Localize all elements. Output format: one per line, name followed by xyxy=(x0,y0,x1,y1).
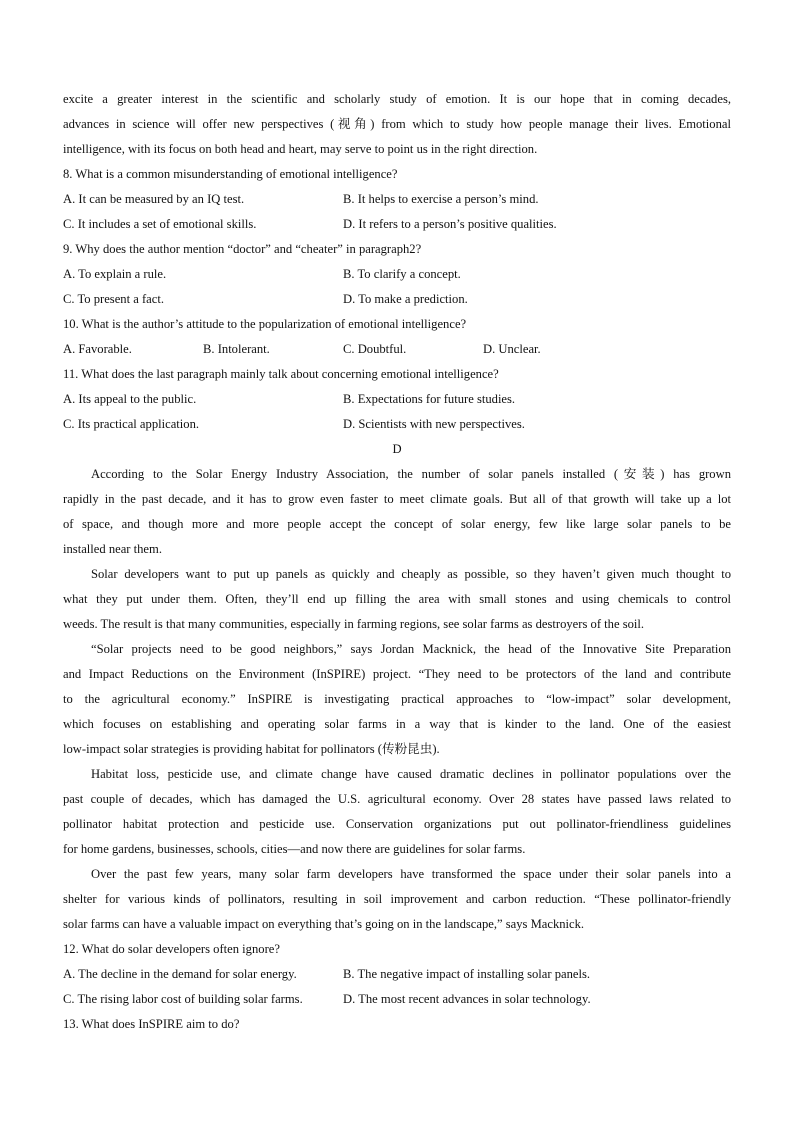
passage-line: “Solar projects need to be good neighbors,” says Jordan Macknick, the head of the Innovative Site Preparation xyxy=(91,642,731,656)
passage-c-tail xyxy=(63,87,731,162)
passage-line: and Impact Reductions on the Environment (InSPIRE) project. “They need to be protectors of the land and contribute xyxy=(63,667,731,681)
passage-line: for home gardens, businesses, schools, cities—and now there are guidelines for solar farms. xyxy=(63,842,526,856)
passage-line: rapidly in the past decade, and it has to grow even faster to meet climate goals. But all of that growth will take up a lot xyxy=(63,492,731,506)
option-b: B. The negative impact of installing solar panels. xyxy=(343,967,591,981)
passage-line: weeds. The result is that many communities, especially in farming regions, see solar farms as destroyers of the soil. xyxy=(63,617,645,631)
passage-line: shelter for various kinds of pollinators, resulting in soil improvement and carbon reduction. “These pollinator-friendly xyxy=(63,892,731,906)
option-a: A. To explain a rule. xyxy=(63,267,167,281)
passage-line: solar farms can have a valuable impact on everything that’s going on in the landscape,” says Macknick. xyxy=(63,917,585,931)
passage-line: which focuses on establishing and operating solar farms in a way that is kinder to the land. One of the easiest xyxy=(63,717,731,731)
option-a: A. The decline in the demand for solar energy. xyxy=(63,967,297,981)
options-row xyxy=(63,962,731,987)
option-b: B. To clarify a concept. xyxy=(343,267,461,281)
question-stem: 9. Why does the author mention “doctor” and “cheater” in paragraph2? xyxy=(63,242,422,256)
options-row xyxy=(63,287,731,312)
passage-line: According to the Solar Energy Industry Association, the number of solar panels installed (安装) has grown xyxy=(91,467,731,481)
paragraph-1 xyxy=(63,462,731,562)
option-d: D. The most recent advances in solar technology. xyxy=(343,992,591,1006)
passage-line: intelligence, with its focus on both head and heart, may serve to point us in the right direction. xyxy=(63,142,538,156)
passage-line: Over the past few years, many solar farm developers have transformed the space under their solar panels into a xyxy=(91,867,731,881)
option-b: B. Expectations for future studies. xyxy=(343,392,516,406)
passage-line: what they put under them. Often, they’ll end up filling the area with small stones and using chemicals to control xyxy=(63,592,731,606)
question-11 xyxy=(63,362,731,437)
options-row xyxy=(63,337,731,362)
options-row xyxy=(63,262,731,287)
option-d: D. Unclear. xyxy=(483,342,541,356)
question-stem: 10. What is the author’s attitude to the popularization of emotional intelligence? xyxy=(63,317,467,331)
paragraph-4 xyxy=(63,762,731,862)
question-stem: 12. What do solar developers often ignore? xyxy=(63,942,280,956)
options-row xyxy=(63,987,731,1012)
passage-d xyxy=(63,462,731,937)
passage-line: to the agricultural economy.” InSPIRE is investigating practical approaches to “low-impact” solar development, xyxy=(63,692,731,706)
options-row xyxy=(63,187,731,212)
options-row xyxy=(63,412,731,437)
option-a: A. Its appeal to the public. xyxy=(63,392,197,406)
question-9 xyxy=(63,237,731,312)
passage-line: of space, and though more and more people accept the concept of solar energy, few like large solar panels to be xyxy=(63,517,731,531)
passage-line: past couple of decades, which has damaged the U.S. agricultural economy. Over 28 states have passed laws related to xyxy=(63,792,731,806)
passage-line: excite a greater interest in the scientific and scholarly study of emotion. It is our hope that in coming decades, xyxy=(63,92,731,106)
passage-line: Solar developers want to put up panels as quickly and cheaply as possible, so they haven’t given much thought to xyxy=(91,567,731,581)
option-d: D. Scientists with new perspectives. xyxy=(343,417,525,431)
question-8 xyxy=(63,162,731,237)
option-d: D. To make a prediction. xyxy=(343,292,468,306)
passage-line: Habitat loss, pesticide use, and climate change have caused dramatic declines in pollinator populations over the xyxy=(91,767,731,781)
option-a: A. Favorable. xyxy=(63,342,132,356)
option-a: A. It can be measured by an IQ test. xyxy=(63,192,245,206)
paragraph-2 xyxy=(63,562,731,637)
option-b: B. Intolerant. xyxy=(203,342,270,356)
option-c: C. It includes a set of emotional skills. xyxy=(63,217,257,231)
passage-line: advances in science will offer new perspectives (视角) from which to study how people manage their lives. Emotional xyxy=(63,117,731,131)
question-stem: 13. What does InSPIRE aim to do? xyxy=(63,1017,240,1031)
question-stem: 11. What does the last paragraph mainly talk about concerning emotional intelligence? xyxy=(63,367,499,381)
question-10 xyxy=(63,312,731,362)
question-stem: 8. What is a common misunderstanding of emotional intelligence? xyxy=(63,167,398,181)
option-d: D. It refers to a person’s positive qualities. xyxy=(343,217,557,231)
option-c: C. Its practical application. xyxy=(63,417,200,431)
options-row xyxy=(63,212,731,237)
passage-line: low-impact solar strategies is providing habitat for pollinators (传粉昆虫). xyxy=(63,742,440,756)
passage-line: installed near them. xyxy=(63,542,162,556)
passage-line: pollinator habitat protection and pesticide use. Conservation organizations put out pollinator-friendliness guidelines xyxy=(63,817,731,831)
option-c: C. Doubtful. xyxy=(343,342,407,356)
section-heading: D xyxy=(392,442,402,456)
option-b: B. It helps to exercise a person’s mind. xyxy=(343,192,539,206)
paragraph-5 xyxy=(63,862,731,937)
question-12 xyxy=(63,937,731,1012)
paragraph-3 xyxy=(63,637,731,762)
question-13 xyxy=(63,1012,731,1037)
document-page xyxy=(63,87,731,1037)
options-row xyxy=(63,387,731,412)
option-c: C. The rising labor cost of building solar farms. xyxy=(63,992,303,1006)
option-c: C. To present a fact. xyxy=(63,292,165,306)
